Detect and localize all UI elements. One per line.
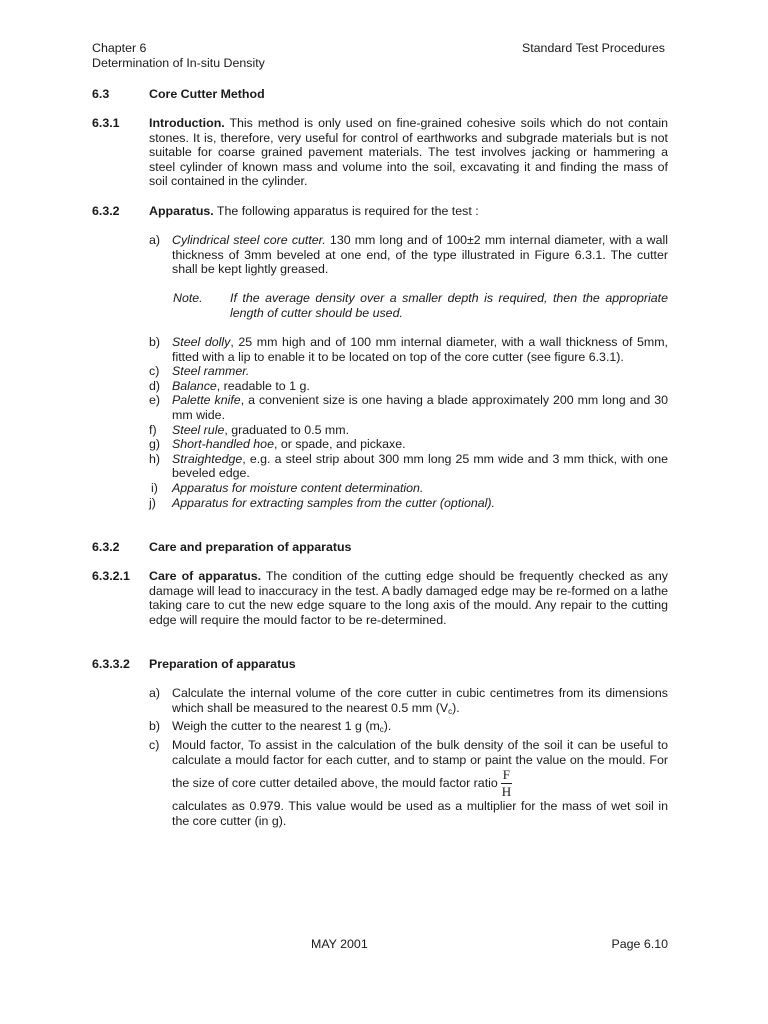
- item-label: e): [149, 393, 161, 408]
- paragraph-text: The following apparatus is required for the test :: [213, 204, 479, 218]
- item-name: Steel dolly: [172, 335, 231, 349]
- apparatus-note: [173, 291, 668, 320]
- footer-page-number: Page 6.10: [611, 937, 668, 951]
- item-label: j): [149, 495, 156, 510]
- item-name: Palette knife: [172, 393, 241, 408]
- chapter-label: Chapter 6: [92, 41, 147, 55]
- item-name: Steel rule: [172, 422, 225, 437]
- item-label: f): [149, 422, 157, 437]
- footer-date: MAY 2001: [311, 937, 368, 951]
- item-text-end: ).: [452, 700, 460, 715]
- mould-factor-fraction: [501, 768, 512, 799]
- item-text: , 25 mm high and of 100 mm internal diameter, with a wall thickness of 5mm, fitted with a lip to enable it to be located on top of the core cutter (see figure 6.3.1).: [172, 335, 668, 364]
- section-6-3-2: [92, 204, 668, 219]
- note-text: If the average density over a smaller depth is required, then the appropriate length of cutter should be used.: [230, 291, 668, 320]
- list-item: [149, 719, 668, 738]
- list-item: [149, 437, 668, 452]
- list-item: [149, 496, 668, 511]
- item-text: 130 mm long and of 100±2 mm internal diameter, with a wall thickness of 3mm beveled at one end, of the type illustrated in Figure 6.3.1. The cutter shall be kept lightly greased.: [172, 233, 668, 277]
- section-paragraph: [149, 116, 668, 189]
- item-name: Straightedge: [172, 451, 243, 466]
- list-item: [149, 233, 668, 277]
- fraction-numerator: F: [502, 766, 511, 782]
- item-text: , readable to 1 g.: [216, 378, 310, 393]
- preparation-list: [92, 686, 668, 829]
- section-title: Preparation of apparatus: [149, 657, 296, 671]
- item-name: Short-handled hoe: [172, 437, 274, 452]
- item-name: Cylindrical steel core cutter.: [172, 233, 326, 247]
- paragraph-lead: Care of apparatus.: [149, 569, 262, 583]
- subscript: c: [448, 706, 453, 716]
- section-paragraph: [149, 569, 668, 627]
- list-item: [149, 423, 668, 438]
- item-text: Mould factor, To assist in the calculation of the bulk density of the soil it can be useful to calculate a mould factor for each cutter, and to stamp or paint the value on the mould. For the size of core cutter detailed above, the mould factor ratio: [172, 737, 668, 790]
- item-name: Apparatus for moisture content determination.: [172, 480, 424, 495]
- item-label: b): [149, 335, 161, 349]
- section-number: 6.3.2.1: [92, 569, 130, 583]
- item-text-end: ).: [383, 719, 392, 734]
- item-text: , a convenient size is one having a blade approximately 200 mm long and 30 mm wide.: [172, 393, 668, 422]
- section-6-3-1: [92, 116, 668, 189]
- paragraph-text: This method is only used on fine-grained cohesive soils which do not contain stones. It is, therefore, very useful for control of earthworks and subgrade materials but is not suitable for coarse grained pavement materials. The test involves jacking or hammering a steel cylinder of known mass and volume into the soil, excavating it and finding the mass of soil contained in the cylinder.: [149, 116, 668, 189]
- item-label: a): [149, 233, 161, 247]
- item-name: Balance: [172, 378, 217, 393]
- section-number: 6.3.1: [92, 116, 120, 130]
- section-number: 6.3: [92, 87, 110, 101]
- list-item: [149, 738, 668, 829]
- item-label: h): [149, 451, 161, 466]
- list-item: [149, 686, 668, 719]
- note-label: Note.: [173, 291, 203, 305]
- item-label: a): [149, 686, 161, 700]
- section-number: 6.3.2: [92, 540, 120, 554]
- item-label: d): [149, 378, 161, 393]
- subscript: c: [379, 725, 384, 735]
- paragraph-text: The condition of the cutting edge should be frequently checked as any damage will lead to inaccuracy in the test. A badly damaged edge may be re-formed on a lathe taking care to cut the new edge square to the long axis of the mould. Any repair to the cutting edge will require the mould factor to be re-determined.: [149, 569, 668, 627]
- section-paragraph: [149, 204, 668, 219]
- item-text: , graduated to 0.5 mm.: [224, 422, 350, 437]
- paragraph-lead: Introduction.: [149, 116, 225, 130]
- paragraph-lead: Apparatus.: [149, 204, 214, 218]
- item-label: c): [149, 364, 160, 379]
- section-title: Care and preparation of apparatus: [149, 540, 352, 554]
- apparatus-list-part1: [92, 233, 668, 277]
- section-6-3-2-1: [92, 569, 668, 627]
- section-number: 6.3.2: [92, 204, 120, 218]
- list-item: [149, 364, 668, 379]
- item-label: b): [149, 719, 161, 734]
- item-label: i): [151, 480, 158, 495]
- item-label: g): [149, 437, 161, 452]
- item-name: Apparatus for extracting samples from the cutter (optional).: [172, 495, 495, 510]
- list-item: [149, 393, 668, 422]
- item-text: Weigh the cutter to the nearest 1 g (m: [172, 719, 380, 734]
- list-item: [149, 452, 668, 481]
- section-title: Core Cutter Method: [149, 87, 265, 101]
- item-text-continued: calculates as 0.979. This value would be used as a multiplier for the mass of wet soil in the core cutter (in g).: [172, 798, 668, 828]
- chapter-subtitle: Determination of In-situ Density: [92, 56, 265, 70]
- page-header-left: [92, 41, 265, 71]
- list-item: [149, 335, 668, 364]
- item-label: c): [149, 737, 160, 752]
- item-text: , e.g. a steel strip about 300 mm long 25 mm wide and 3 mm thick, with one beveled edge.: [172, 451, 668, 481]
- list-item: [149, 481, 668, 496]
- section-number: 6.3.3.2: [92, 657, 130, 671]
- page-header-right: Standard Test Procedures: [521, 41, 665, 55]
- apparatus-list-part2: [92, 335, 668, 510]
- item-name: Steel rammer.: [172, 364, 250, 379]
- item-text: , or spade, and pickaxe.: [273, 437, 406, 452]
- list-item: [149, 379, 668, 394]
- item-text: Calculate the internal volume of the core cutter in cubic centimetres from its dimensions which shall be measured to the nearest 0.5 mm (V: [172, 686, 668, 715]
- fraction-denominator: H: [501, 783, 512, 799]
